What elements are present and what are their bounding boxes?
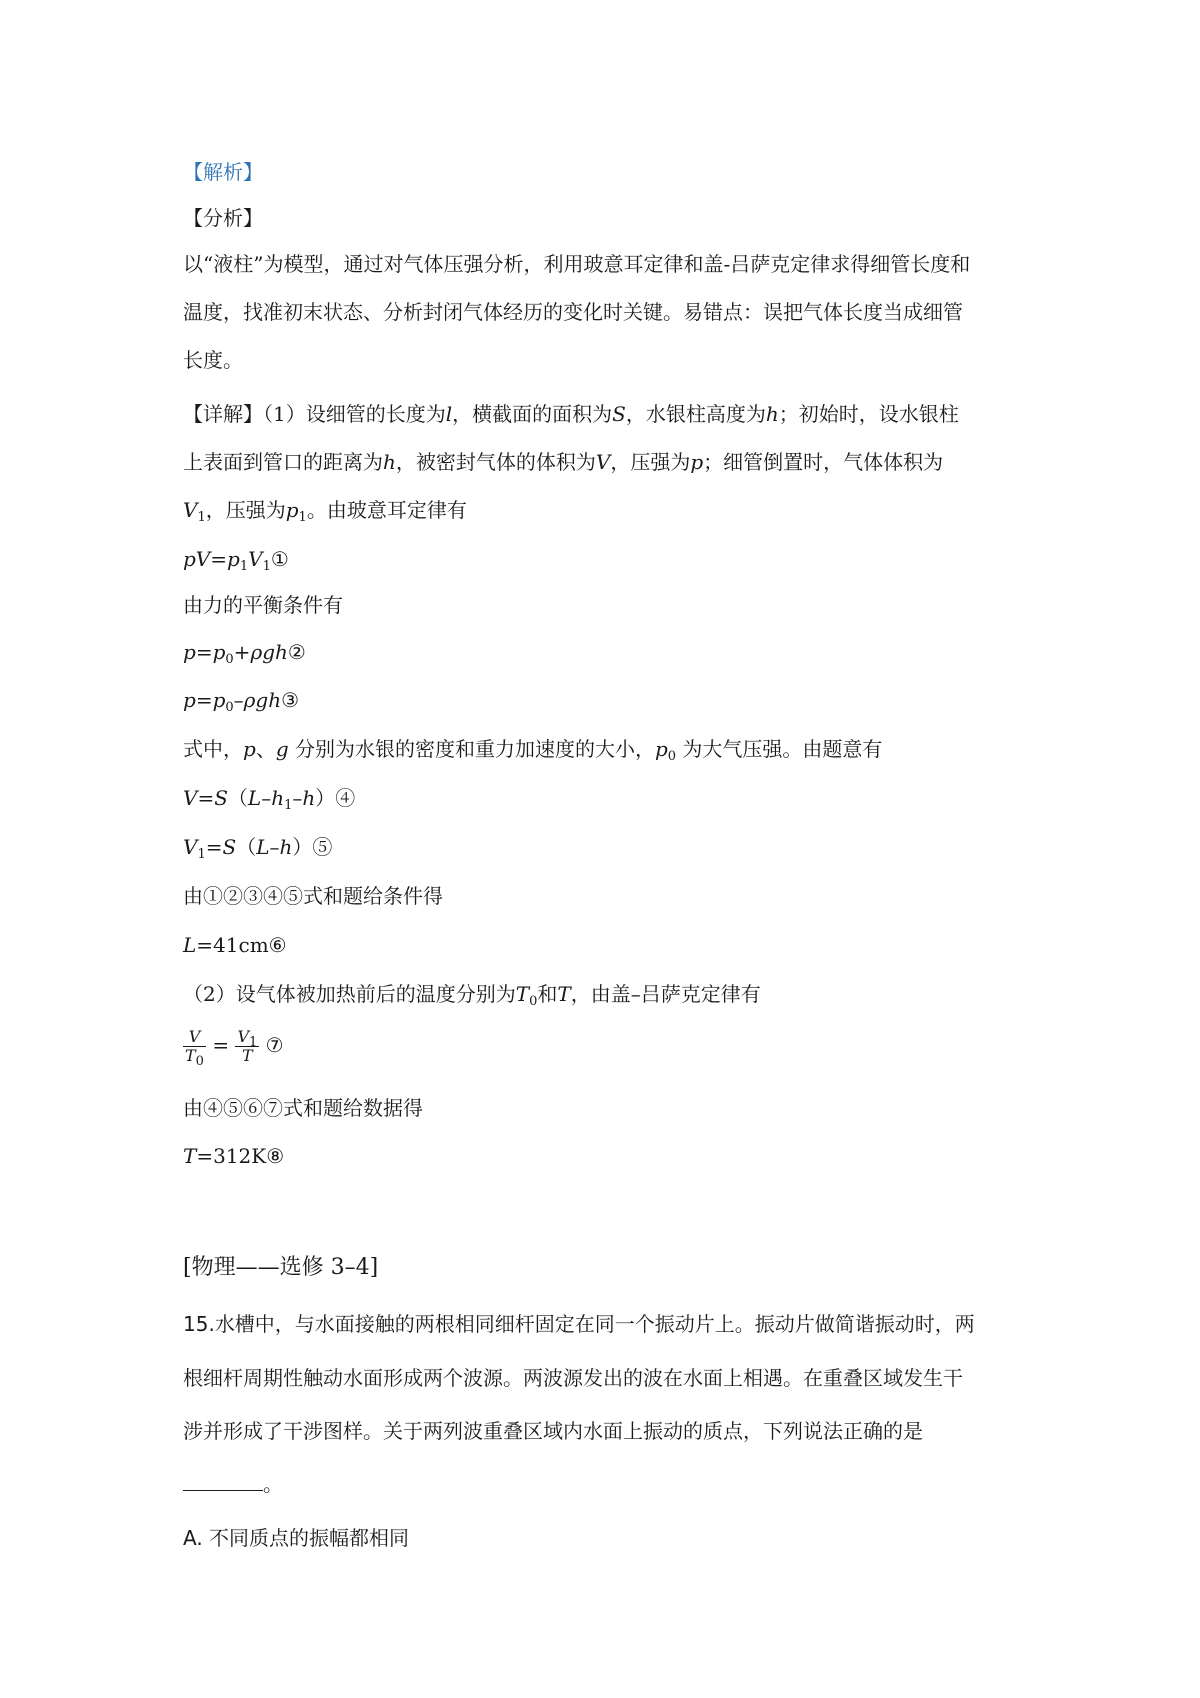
option-text: 不同质点的振幅都相同 — [209, 1526, 410, 1550]
text: 。由玻意耳定律有 — [306, 498, 467, 522]
detail-line-3 — [183, 496, 467, 524]
var-S: S — [612, 402, 626, 426]
paren: （ — [236, 835, 257, 859]
balance-text: 由力的平衡条件有 — [183, 593, 343, 617]
text: 水槽中，与水面接触的两根相同细杆固定在同一个振动片上。振动片做简谐振动时，两 — [214, 1312, 975, 1336]
equation-number: ① — [270, 547, 289, 571]
subscript: 0 — [225, 652, 234, 667]
subscript: 1 — [284, 798, 293, 813]
equals: = — [210, 547, 228, 571]
value: =41cm — [196, 933, 269, 957]
text: 、 — [255, 737, 276, 761]
term: h — [279, 835, 293, 859]
term: L — [256, 835, 270, 859]
text: ，被密封气体的体积为 — [395, 450, 596, 474]
text: ，压强为 — [205, 498, 286, 522]
term: V — [248, 547, 263, 571]
derive-text-2: 由④⑤⑥⑦式和题给数据得 — [183, 1096, 423, 1120]
equation-8 — [183, 1142, 284, 1170]
var-rho: p — [243, 737, 256, 761]
term: p — [183, 640, 196, 664]
equation-number: ④ — [335, 786, 356, 810]
operator: – — [292, 786, 303, 810]
equals: = — [205, 835, 223, 859]
part2-text — [183, 980, 761, 1008]
subscript: 1 — [239, 559, 249, 574]
operator: – — [269, 835, 280, 859]
term: p — [183, 688, 196, 712]
fraction-left — [183, 1027, 206, 1069]
term: S — [222, 835, 237, 859]
term: L — [247, 786, 262, 810]
equation-number: ⑥ — [268, 933, 287, 957]
var-l: l — [445, 402, 453, 426]
text: （2）设气体被加热前后的温度分别为 — [183, 982, 516, 1006]
var-V: V — [183, 498, 198, 522]
text: ，横截面的面积为 — [452, 402, 613, 426]
var-p0: p — [654, 737, 668, 761]
var-V: V — [595, 450, 611, 474]
question-line-1 — [183, 1310, 975, 1338]
var-g: g — [275, 737, 289, 761]
subscript: 1 — [197, 847, 206, 862]
text: ，压强为 — [610, 450, 691, 474]
text: 为大气压强。由题意有 — [676, 737, 883, 761]
subscript: 1 — [262, 559, 271, 574]
subscript: 0 — [195, 1054, 204, 1069]
analysis-paragraph-line-2: 温度，找准初末状态、分析封闭气体经历的变化时关键。易错点：误把气体长度当成细管 — [183, 300, 963, 324]
equation-1 — [183, 545, 289, 573]
text: 上表面到管口的距离为 — [183, 450, 383, 474]
text: ；初始时，设水银柱 — [778, 402, 959, 426]
equation-number: ③ — [281, 688, 300, 712]
detail-line-2 — [183, 448, 943, 476]
derive-text-1: 由①②③④⑤式和题给条件得 — [183, 884, 443, 908]
numerator — [235, 1027, 259, 1050]
subscript: 0 — [529, 994, 538, 1009]
option-a — [183, 1524, 409, 1552]
equation-2 — [183, 638, 306, 666]
equation-5 — [183, 833, 332, 861]
term: p — [212, 640, 226, 664]
equation-6 — [183, 931, 287, 959]
section-title: [物理——选修 3–4] — [183, 1255, 379, 1280]
term: p — [227, 547, 240, 571]
operator: – — [261, 786, 272, 810]
detail-line-1 — [183, 400, 959, 428]
equals: = — [197, 786, 215, 810]
equals: = — [195, 640, 213, 664]
term: L — [183, 933, 197, 957]
term: p — [212, 688, 226, 712]
paren: ） — [315, 786, 336, 810]
equation-number: ⑦ — [265, 1033, 284, 1057]
text: 式中， — [183, 737, 243, 761]
question-line-2: 根细杆周期性触动水面形成两个波源。两波源发出的波在水面上相遇。在重叠区域发生干 — [183, 1366, 963, 1390]
equation-7 — [183, 1027, 284, 1069]
where-text — [183, 735, 882, 763]
text: ；细管倒置时，气体体积为 — [703, 450, 944, 474]
value: =312K — [196, 1144, 267, 1168]
option-label: A. — [183, 1526, 203, 1550]
term: ρgh — [243, 688, 282, 712]
text: 。 — [263, 1472, 283, 1496]
subscript: 1 — [249, 1035, 258, 1050]
analysis-heading: 【解析】 — [183, 160, 263, 184]
equation-3 — [183, 686, 299, 714]
term: pV — [183, 547, 211, 571]
term: V — [183, 786, 198, 810]
detail-label: 【详解】 — [183, 402, 263, 426]
var-h: h — [383, 450, 396, 474]
question-line-4 — [183, 1470, 283, 1498]
term: T — [242, 1046, 253, 1065]
analysis-subheading: 【分析】 — [183, 206, 263, 230]
subscript: 1 — [298, 510, 307, 525]
term: ρgh — [250, 640, 288, 664]
term: V — [183, 835, 198, 859]
equals: = — [212, 1033, 230, 1057]
var-T0: T — [515, 982, 530, 1006]
operator: + — [233, 640, 251, 664]
equals: = — [195, 688, 213, 712]
term: h — [302, 786, 316, 810]
fraction-right — [235, 1028, 259, 1065]
subscript: 0 — [667, 749, 677, 764]
question-line-3: 涉并形成了干涉图样。关于两列波重叠区域内水面上振动的质点，下列说法正确的是 — [183, 1419, 923, 1443]
paren: （ — [227, 786, 248, 810]
var-T: T — [557, 982, 571, 1006]
denominator — [183, 1046, 206, 1069]
text: ，水银柱高度为 — [625, 402, 766, 426]
answer-blank — [183, 1476, 263, 1491]
text: ，由盖–吕萨克定律有 — [570, 982, 761, 1006]
paren: ） — [292, 835, 313, 859]
analysis-paragraph-line-3: 长度。 — [183, 348, 243, 372]
subscript: 0 — [225, 700, 234, 715]
term: h — [271, 786, 285, 810]
subscript: 1 — [197, 510, 206, 525]
var-h: h — [765, 402, 779, 426]
equation-number: ⑧ — [266, 1144, 285, 1168]
analysis-paragraph-line-1: 以“液柱”为模型，通过对气体压强分析，利用玻意耳定律和盖-吕萨克定律求得细管长度和 — [183, 252, 971, 276]
equation-number: ② — [287, 640, 306, 664]
term: T — [185, 1046, 196, 1065]
text: 分别为水银的密度和重力加速度的大小， — [288, 737, 655, 761]
numerator — [183, 1028, 206, 1047]
var-p: p — [690, 450, 704, 474]
var-p: p — [285, 498, 299, 522]
text: （1）设细管的长度为 — [263, 402, 446, 426]
equation-number: ⑤ — [312, 835, 333, 859]
term: S — [214, 786, 228, 810]
term: V — [188, 1027, 201, 1046]
term: V — [237, 1027, 249, 1046]
equation-4 — [183, 784, 355, 812]
question-number: 15. — [183, 1312, 215, 1336]
text: 和 — [537, 982, 558, 1006]
term: T — [183, 1144, 197, 1168]
operator: – — [233, 688, 244, 712]
